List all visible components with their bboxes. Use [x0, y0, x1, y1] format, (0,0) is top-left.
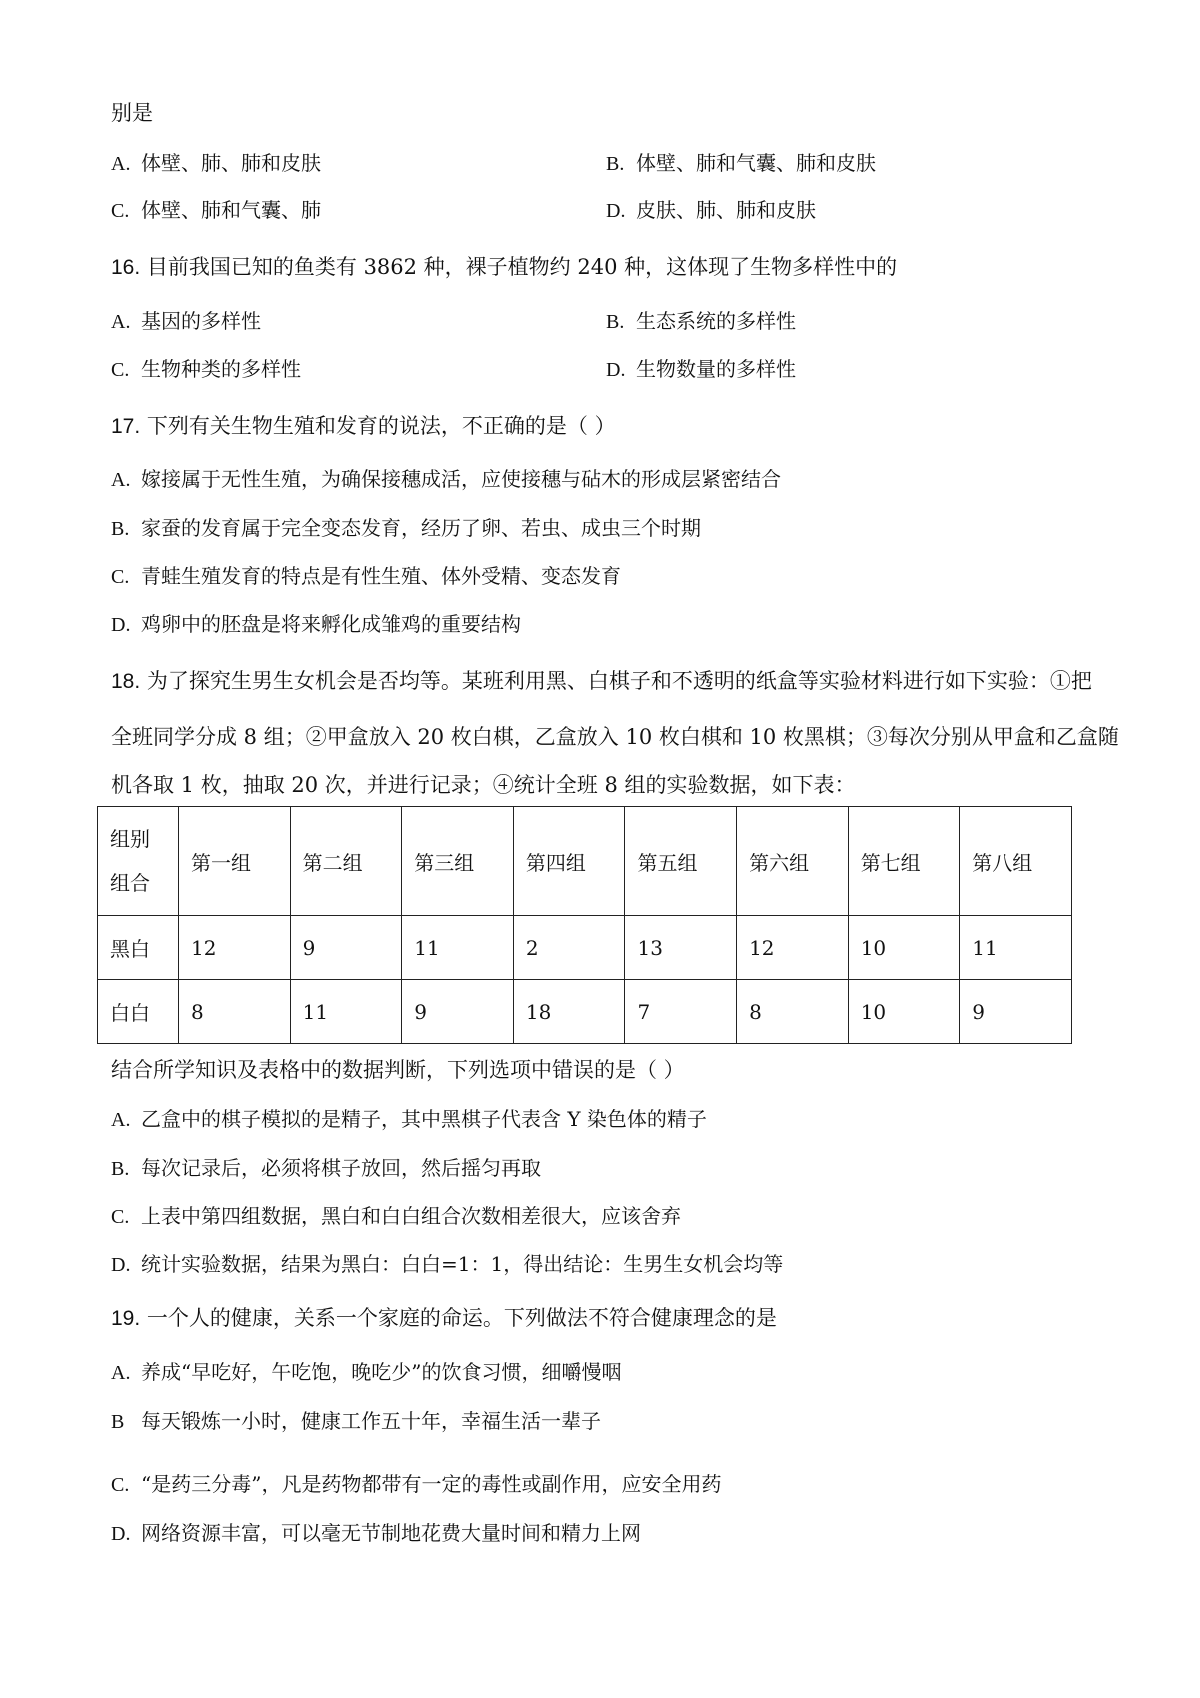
q19-option-b[interactable] [111, 1408, 601, 1435]
question-number: 17. [111, 415, 141, 438]
option-letter: C. [111, 1206, 130, 1228]
q15-option-b[interactable] [606, 150, 876, 177]
table-cell: 7 [625, 980, 737, 1044]
q16-option-b[interactable] [606, 308, 796, 335]
q19-option-c[interactable] [111, 1471, 721, 1498]
table-header-cell: 第五组 [625, 807, 737, 916]
table-cell: 12 [179, 916, 291, 980]
table-header-cell: 第二组 [290, 807, 402, 916]
q15-option-c[interactable] [111, 197, 321, 224]
table-header-cell: 第一组 [179, 807, 291, 916]
q18-stem-line-2: 全班同学分成 8 组；②甲盒放入 20 枚白棋，乙盒放入 10 枚白棋和 10 枚黑棋；③每次分别从甲盒和乙盒随 [111, 725, 1119, 749]
option-text: 基因的多样性 [141, 309, 261, 333]
option-text: 上表中第四组数据，黑白和白白组合次数相差很大，应该舍弃 [141, 1204, 681, 1228]
option-text: 体壁、肺和气囊、肺和皮肤 [636, 151, 876, 175]
q18-option-c[interactable] [111, 1203, 681, 1230]
question-number: 19. [111, 1307, 141, 1330]
q18-option-d[interactable] [111, 1251, 783, 1278]
q15-option-d[interactable] [606, 197, 816, 224]
table-cell: 9 [402, 980, 514, 1044]
q17-option-b[interactable] [111, 515, 701, 542]
option-text: 皮肤、肺、肺和皮肤 [636, 198, 816, 222]
option-letter: B. [111, 1158, 130, 1180]
option-letter: D. [606, 200, 626, 222]
q17-option-d[interactable] [111, 611, 521, 638]
option-letter: C. [111, 200, 130, 222]
q15-option-a[interactable] [111, 150, 321, 177]
table-header-cell: 第八组 [960, 807, 1072, 916]
option-text: 鸡卵中的胚盘是将来孵化成雏鸡的重要结构 [141, 612, 521, 636]
option-letter: B. [606, 311, 625, 333]
option-text: 生态系统的多样性 [636, 309, 796, 333]
table-cell: 10 [848, 980, 960, 1044]
q18-option-b[interactable] [111, 1155, 541, 1182]
q16-option-a[interactable] [111, 308, 261, 335]
table-cell: 13 [625, 916, 737, 980]
q16-stem [111, 254, 897, 281]
option-text: 青蛙生殖发育的特点是有性生殖、体外受精、变态发育 [141, 564, 621, 588]
table-cell: 11 [402, 916, 514, 980]
option-letter: B. [111, 518, 130, 540]
question-text: 一个人的健康，关系一个家庭的命运。下列做法不符合健康理念的是 [146, 1306, 777, 1330]
table-corner-cell [98, 807, 179, 916]
table-row [98, 980, 1072, 1044]
q17-option-a[interactable] [111, 466, 781, 493]
table-header-cell: 第四组 [513, 807, 625, 916]
q18-prompt: 结合所学知识及表格中的数据判断，下列选项中错误的是（ ） [111, 1058, 685, 1082]
q17-option-c[interactable] [111, 563, 621, 590]
option-letter: A. [111, 469, 131, 491]
table-header-cell: 第七组 [848, 807, 960, 916]
table-cell: 11 [960, 916, 1072, 980]
table-cell: 18 [513, 980, 625, 1044]
question-text: 目前我国已知的鱼类有 3862 种，裸子植物约 240 种，这体现了生物多样性中的 [146, 255, 898, 279]
table-cell: 10 [848, 916, 960, 980]
option-letter: A. [111, 311, 131, 333]
option-letter: D. [111, 1523, 131, 1545]
question-number: 18. [111, 670, 141, 693]
option-text: 家蚕的发育属于完全变态发育，经历了卵、若虫、成虫三个时期 [141, 516, 701, 540]
option-text: 统计实验数据，结果为黑白：白白=1：1，得出结论：生男生女机会均等 [141, 1252, 784, 1276]
option-letter: C. [111, 1474, 130, 1496]
q18-stem-line-1 [111, 668, 1092, 695]
table-row-label: 白白 [98, 980, 179, 1044]
table-row-label: 黑白 [98, 916, 179, 980]
option-letter: B. [606, 153, 625, 175]
option-text: 网络资源丰富，可以毫无节制地花费大量时间和精力上网 [141, 1521, 641, 1545]
q19-option-d[interactable] [111, 1520, 641, 1547]
table-cell: 9 [290, 916, 402, 980]
table-header-cell: 第三组 [402, 807, 514, 916]
table-cell: 12 [737, 916, 849, 980]
table-cell: 2 [513, 916, 625, 980]
option-letter: D. [606, 359, 626, 381]
option-letter: C. [111, 359, 130, 381]
q19-option-a[interactable] [111, 1359, 621, 1386]
q16-option-c[interactable] [111, 356, 301, 383]
option-text: 乙盒中的棋子模拟的是精子，其中黑棋子代表含 Y 染色体的精子 [141, 1107, 707, 1131]
option-letter: C. [111, 566, 130, 588]
option-text: 体壁、肺、肺和皮肤 [141, 151, 321, 175]
question-text: 下列有关生物生殖和发育的说法，不正确的是（ ） [146, 414, 616, 438]
corner-label-bottom: 组合 [110, 871, 150, 895]
option-text: 嫁接属于无性生殖，为确保接穗成活，应使接穗与砧木的形成层紧密结合 [141, 467, 781, 491]
option-text: 养成“早吃好，午吃饱，晚吃少”的饮食习惯，细嚼慢咽 [141, 1360, 622, 1384]
option-text: “是药三分毒”，凡是药物都带有一定的毒性或副作用，应安全用药 [141, 1472, 722, 1496]
question-number: 16. [111, 256, 141, 279]
option-text: 每天锻炼一小时，健康工作五十年，幸福生活一辈子 [141, 1409, 601, 1433]
option-text: 体壁、肺和气囊、肺 [141, 198, 321, 222]
table-cell: 8 [737, 980, 849, 1044]
table-header-cell: 第六组 [737, 807, 849, 916]
option-letter: A. [111, 1109, 131, 1131]
q18-option-a[interactable] [111, 1106, 707, 1133]
question-text: 为了探究生男生女机会是否均等。某班利用黑、白棋子和不透明的纸盒等实验材料进行如下实验：①把 [146, 669, 1092, 693]
corner-label-top: 组别 [110, 827, 150, 851]
option-text: 生物种类的多样性 [141, 357, 301, 381]
experiment-table [97, 806, 1072, 1044]
table-cell: 8 [179, 980, 291, 1044]
option-text: 生物数量的多样性 [636, 357, 796, 381]
table-cell: 9 [960, 980, 1072, 1044]
table-cell: 11 [290, 980, 402, 1044]
q16-option-d[interactable] [606, 356, 796, 383]
option-letter: D. [111, 614, 131, 636]
option-letter: B [111, 1411, 125, 1433]
table-header-row [98, 807, 1072, 916]
q17-stem [111, 413, 616, 440]
q15-stem-tail: 别是 [111, 101, 153, 125]
q18-stem-line-3: 机各取 1 枚，抽取 20 次，并进行记录；④统计全班 8 组的实验数据，如下表： [111, 773, 856, 797]
option-letter: A. [111, 153, 131, 175]
option-text: 每次记录后，必须将棋子放回，然后摇匀再取 [141, 1156, 541, 1180]
q19-stem [111, 1305, 777, 1332]
option-letter: D. [111, 1254, 131, 1276]
table-row [98, 916, 1072, 980]
option-letter: A. [111, 1362, 131, 1384]
